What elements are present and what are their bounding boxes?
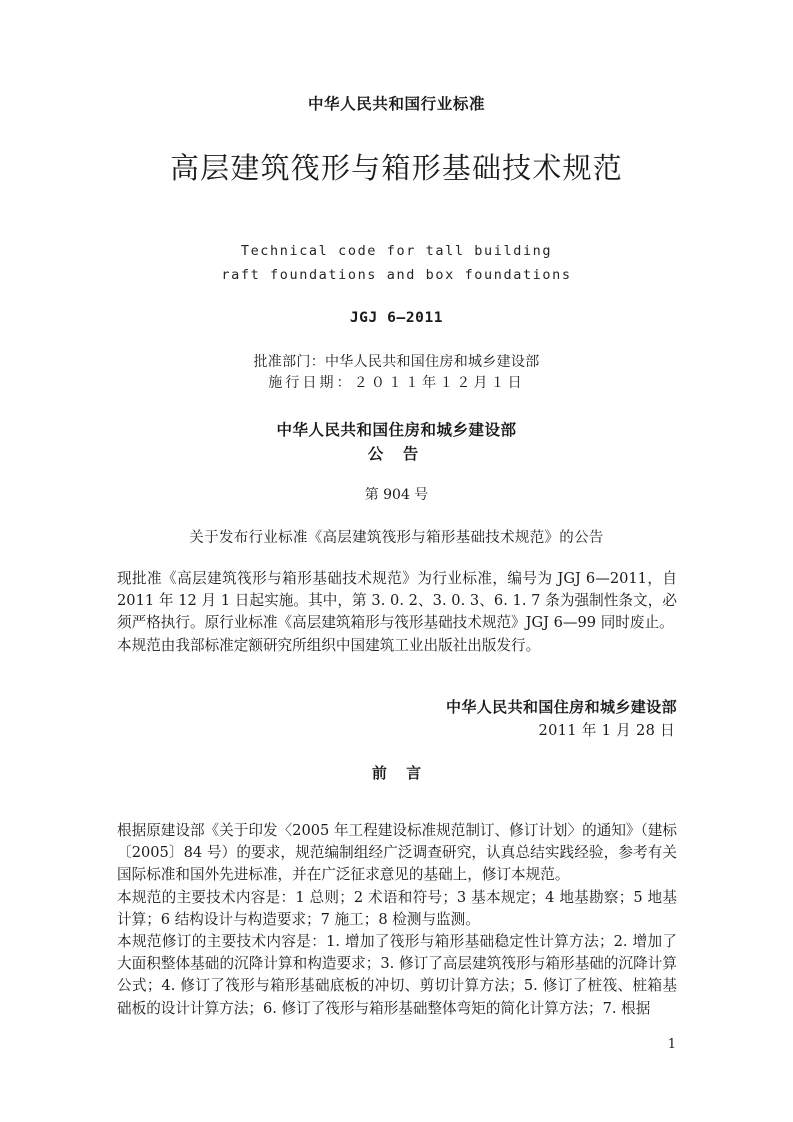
preface-body	[117, 820, 677, 1020]
effective-date: 施行日期：２０１１年１２月１日	[268, 375, 525, 391]
standard-number: JGJ 6—2011	[349, 310, 444, 326]
signature-block	[117, 696, 677, 742]
english-title	[0, 240, 793, 287]
page-title: 高层建筑筏形与箱形基础技术规范	[169, 151, 623, 185]
approval-department: 批准部门：中华人民共和国住房和城乡建设部	[253, 354, 540, 370]
notice-title: 关于发布行业标准《高层建筑筏形与箱形基础技术规范》的公告	[189, 530, 604, 546]
preface-paragraph-2: 本规范的主要技术内容是：1 总则；2 术语和符号；3 基本规定；4 地基勘察；5 地基计算；6 结构设计与构造要求；7 施工；8 检测与监测。	[117, 888, 677, 928]
notice-paragraph-1: 现批准《高层建筑筏形与箱形基础技术规范》为行业标准，编号为 JGJ 6—2011，自 2011 年 12 月 1 日起实施。其中，第 3. 0. 2、3. 0. 3、6. 1. 7 条为强制性条文，必须严格执行。原行业标准《高层建筑箱形与筏形基础技术规范》JGJ 6—99 同时废止。	[117, 570, 677, 632]
notice-number: 第 904 号	[364, 487, 429, 503]
issuer-doc-type: 公 告	[367, 445, 426, 464]
standard-class-header: 中华人民共和国行业标准	[307, 95, 486, 113]
approval-info	[0, 352, 793, 394]
signature-date: 2011 年 1 月 28 日	[538, 722, 675, 739]
notice-body	[117, 568, 677, 657]
page-number: 1	[667, 1037, 676, 1052]
preface-paragraph-3: 本规范修订的主要技术内容是：1. 增加了筏形与箱形基础稳定性计算方法；2. 增加了大面积整体基础的沉降计算和构造要求；3. 修订了高层建筑筏形与箱形基础的沉降计算公式；4. 修订了筏形与箱形基础底板的冲切、剪切计算方法；5. 修订了桩筏、桩箱基础板的设计计算方法；6. 修订了筏形与箱形基础整体弯矩的简化计算方法；7. 根据	[117, 933, 677, 1017]
preface-paragraph-1: 根据原建设部《关于印发〈2005 年工程建设标准规范制订、修订计划〉的通知》（建标〔2005〕84 号）的要求，规范编制组经广泛调查研究，认真总结实践经验，参考有关国际标准和国外先进标准，并在广泛征求意见的基础上，修订本规范。	[117, 822, 677, 884]
english-title-line-2: raft foundations and box foundations	[221, 266, 572, 283]
issuer-block	[0, 418, 793, 466]
signature-name: 中华人民共和国住房和城乡建设部	[445, 698, 677, 716]
notice-paragraph-2: 本规范由我部标准定额研究所组织中国建筑工业出版社出版发行。	[117, 636, 541, 654]
issuer-name: 中华人民共和国住房和城乡建设部	[276, 421, 517, 439]
preface-heading: 前 言	[371, 764, 429, 782]
english-title-line-1: Technical code for tall building	[240, 243, 553, 259]
